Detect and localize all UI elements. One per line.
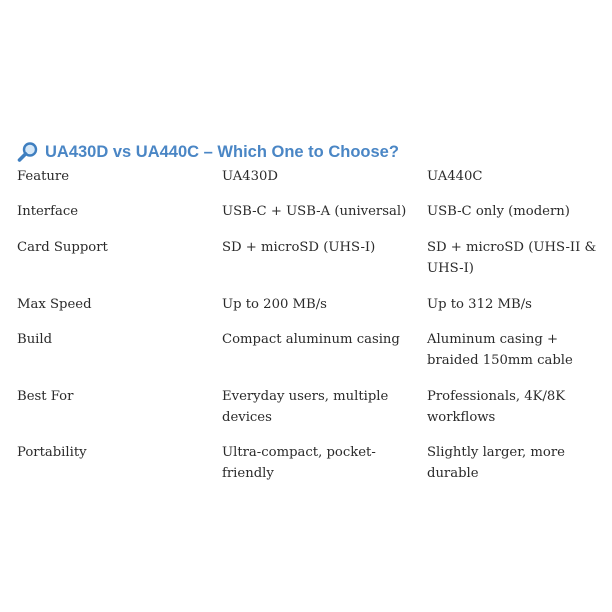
feature-cell: Best For <box>17 389 74 404</box>
page-title: UA430D vs UA440C – Which One to Choose? <box>45 142 399 161</box>
magnifier-icon <box>17 141 39 163</box>
header-ua440c: UA440C <box>427 169 483 184</box>
feature-cell: Max Speed <box>17 297 92 312</box>
ua430d-cell: USB-C + USB-A (universal) <box>222 204 407 219</box>
ua430d-cell: Everyday users, multiple devices <box>222 389 389 425</box>
ua440c-cell: USB-C only (modern) <box>427 204 570 219</box>
ua430d-cell: Up to 200 MB/s <box>222 297 327 312</box>
ua440c-cell: Professionals, 4K/8K workflows <box>427 389 566 425</box>
feature-cell: Interface <box>17 204 79 219</box>
feature-cell: Card Support <box>17 240 108 255</box>
header-feature: Feature <box>17 169 69 184</box>
comparison-heading <box>17 140 399 164</box>
ua430d-cell: Compact aluminum casing <box>222 332 400 347</box>
ua440c-cell: SD + microSD (UHS-II & UHS-I) <box>427 240 597 276</box>
ua440c-cell: Aluminum casing + braided 150mm cable <box>427 332 573 368</box>
ua440c-cell: Slightly larger, more durable <box>427 445 565 481</box>
ua430d-cell: SD + microSD (UHS-I) <box>222 240 376 255</box>
feature-cell: Build <box>17 332 53 347</box>
ua430d-cell: Ultra-compact, pocket-friendly <box>222 445 376 481</box>
ua440c-cell: Up to 312 MB/s <box>427 297 532 312</box>
header-ua430d: UA430D <box>222 169 278 184</box>
feature-cell: Portability <box>17 445 87 460</box>
